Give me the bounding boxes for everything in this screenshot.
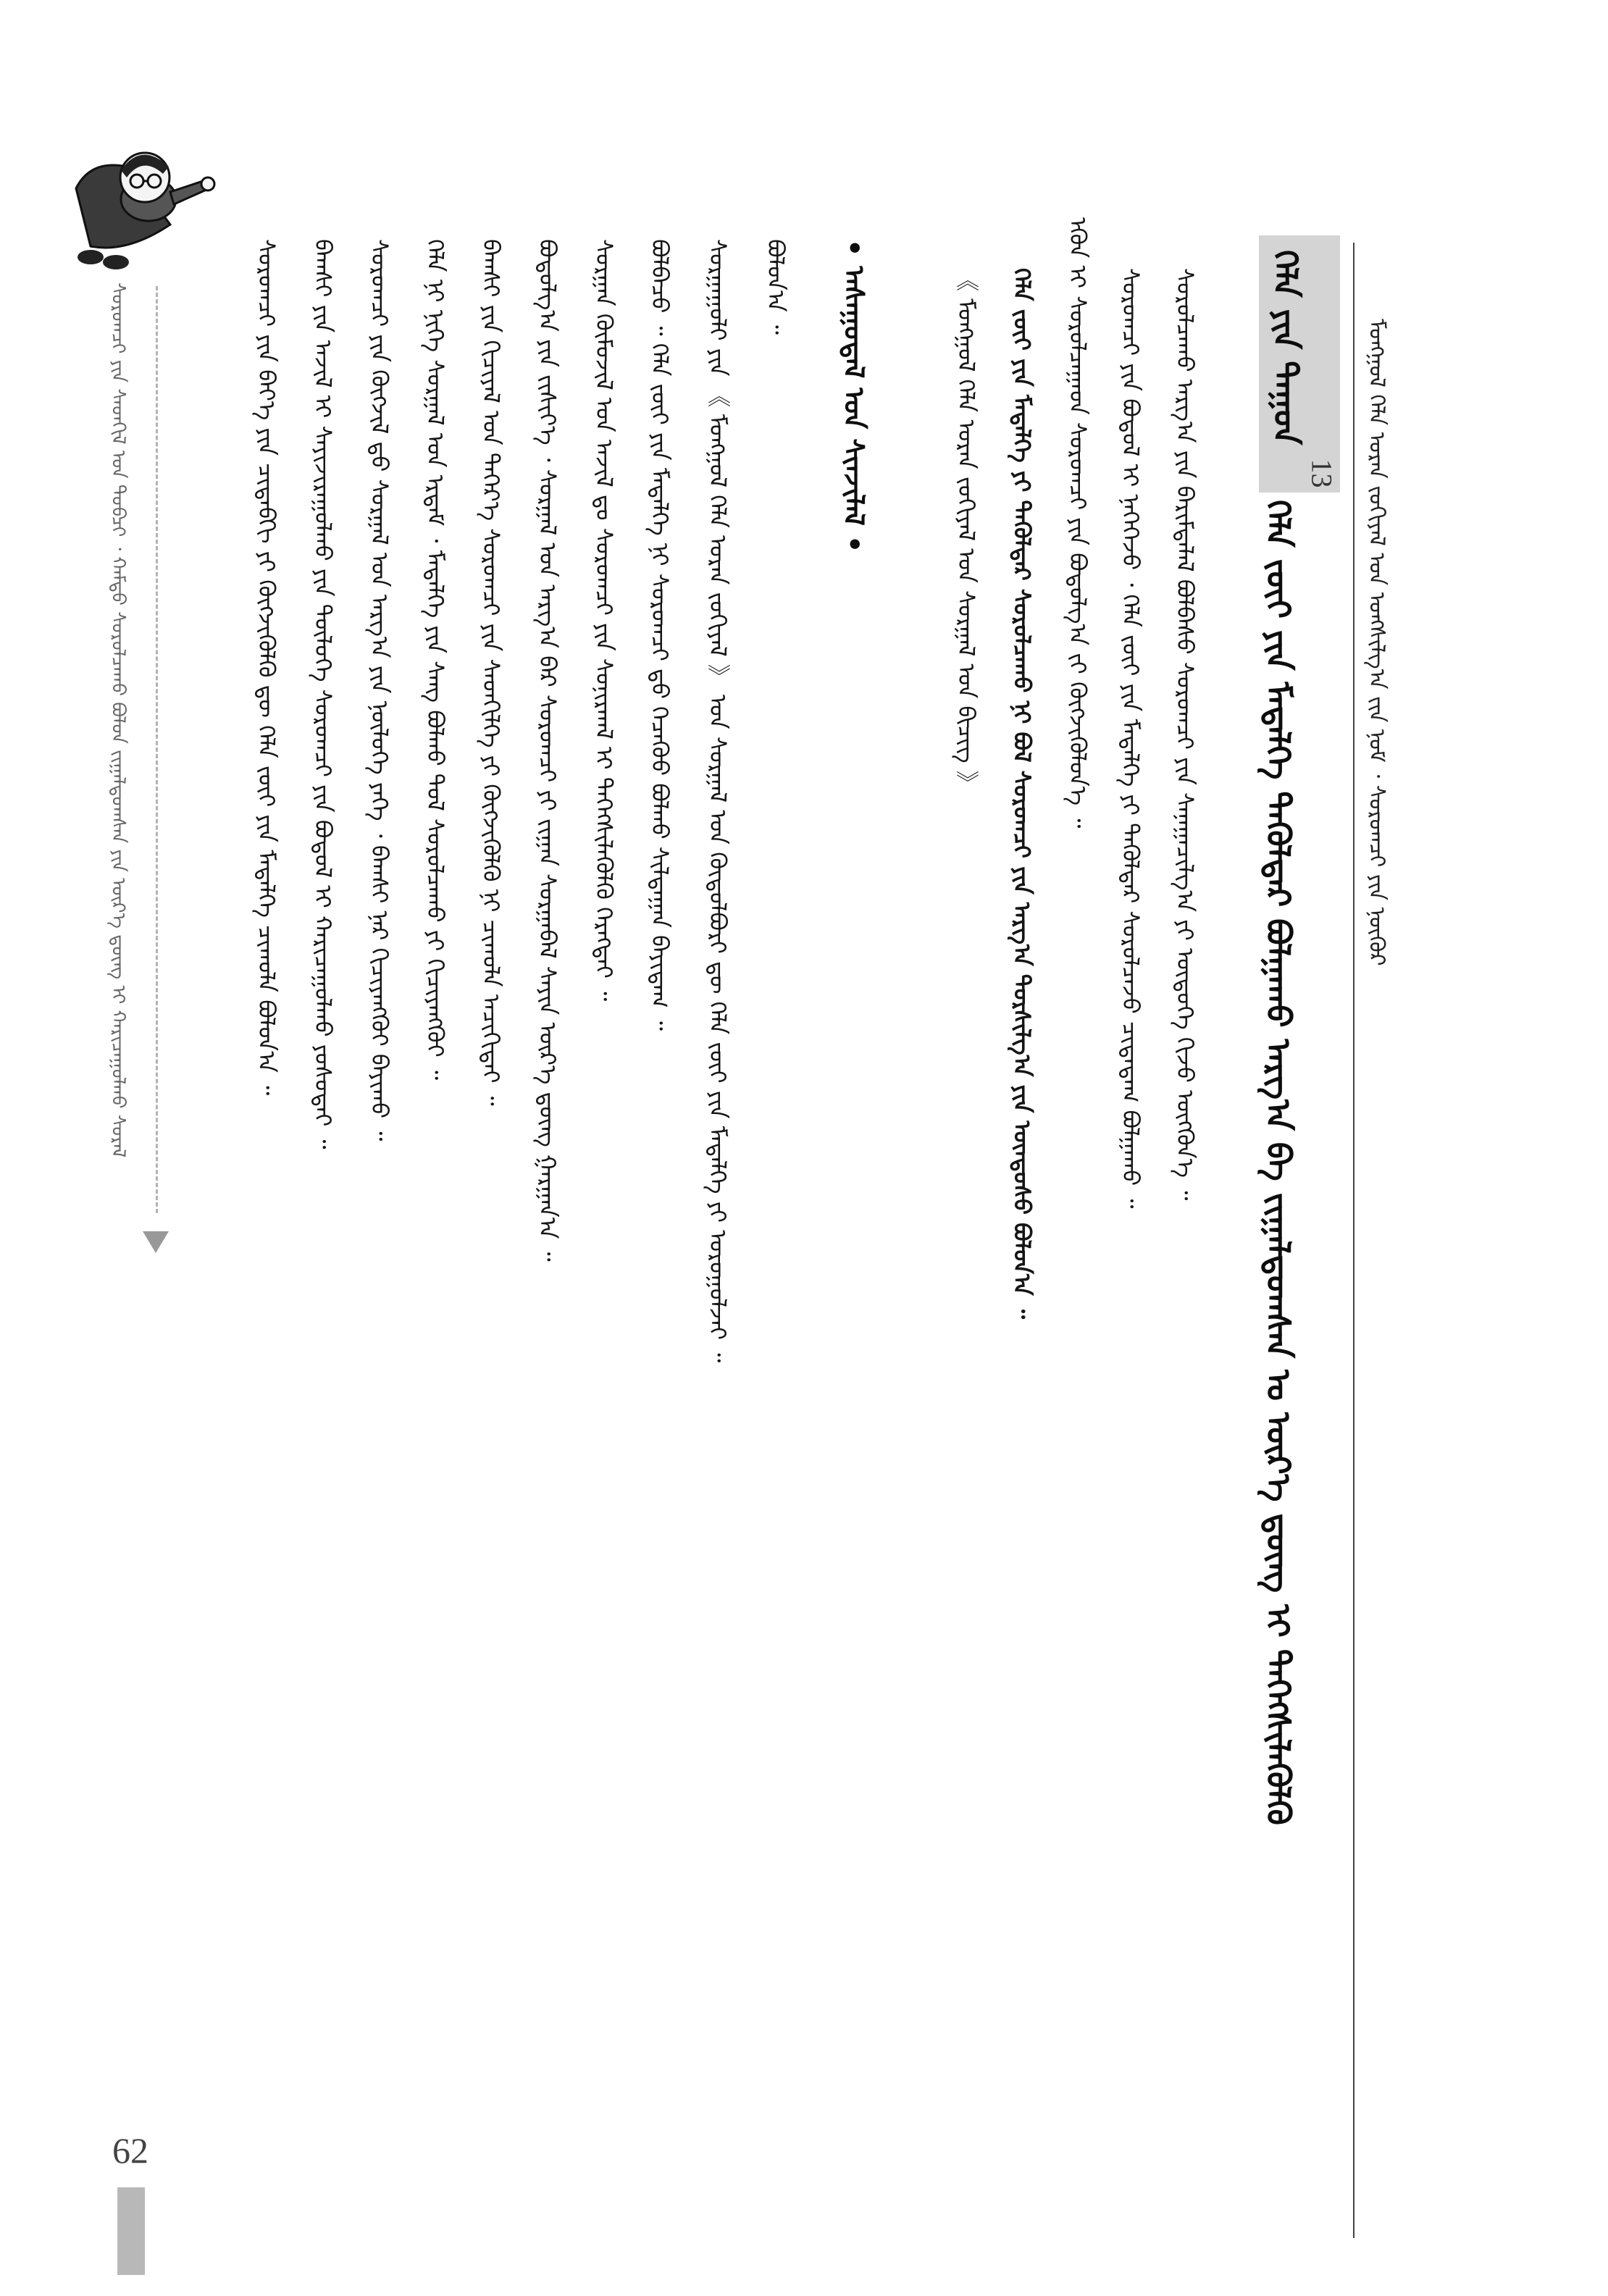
intro-line-2: ᠰᠤᠷᠤᠭᠴᠢ ᠶᠢᠨ ᠪᠣᠳᠣᠯ ᠢ ᠨᠡᠭᠡᠭᠡᠵᠦ ᠂ ᠬᠡᠯᠡ ᠵᠦᠢ ᠶᠢᠨ ᠮᠡᠳᠡᠯᠭᠡ ᠶᠢ ᠲᠡᠭᠦᠯᠳᠡᠷ ᠰᠤᠷᠤᠯᠴᠠᠵᠤ ᠴᠢᠳᠠᠳᠠᠭ ᠪᠣᠯᠭᠠᠬᠤ ᠃ (1117, 268, 1144, 1209)
header-rule (1353, 243, 1354, 2238)
body-line-5: ᠪᠣᠳᠣᠯᠭ᠎ᠠ ᠶᠢᠨ ᠵᠢᠱᠢᠶ᠎ᠡ ᠂ ᠰᠤᠷᠭᠠᠯ ᠤᠨ ᠠᠷᠭ᠎ᠠ ᠪᠠᠷ ᠰᠤᠷᠤᠭᠴᠢ ᠶᠢ ᠵᠢᠭᠠᠨ ᠰᠤᠷᠭᠠᠪᠠᠯ ᠰᠠᠶᠢᠨ ᠦᠷ᠎ᠡ ᠳ᠋ᠦᠩ ᠭᠠᠷᠭᠠᠨ᠎ᠠ ᠃ (534, 239, 561, 1262)
running-head: ᠮᠣᠩᠭᠣᠯ ᠬᠡᠯᠡ ᠤᠷᠠᠨ ᠵᠣᠬᠢᠶᠠᠯ ᠤᠨ ᠤᠩᠰᠢᠯᠭ᠎ᠠ ᠵᠢᠨ ᠨᠣᠮ ᠂ ᠰᠤᠷᠤᠭᠴᠢ ᠶᠢᠨ ᠨᠥᠬᠥᠷ (1364, 319, 1389, 966)
body-line-8: ᠰᠤᠷᠤᠭᠴᠢ ᠶᠢᠨ ᠬᠥᠭᠵᠢᠯ ᠳ᠋ᠦ ᠰᠤᠷᠭᠠᠯ ᠤᠨ ᠠᠷᠭ᠎ᠠ ᠶᠢᠨ ᠨᠥᠯᠥᠭᠡ ᠶᠡᠬᠡ ᠂ ᠪᠠᠭᠰᠢ ᠨᠠᠷ ᠬᠢᠴᠢᠶᠡᠩᠭᠦᠢ ᠪᠠᠶᠢᠬᠤ ᠃ (366, 239, 393, 1141)
page-side-tab (117, 2187, 145, 2275)
body-line-4: ᠰᠤᠷᠭᠠᠨ ᠬᠦᠮᠦᠵᠢᠯ ᠤᠨ ᠠᠵᠢᠯ ᠳᠤ ᠰᠤᠷᠤᠭᠴᠢ ᠶᠢᠨ ᠰᠣᠨᠢᠷᠬᠠᠯ ᠢ ᠳᠡᠭᠡᠭᠰᠢᠯᠡᠭᠦᠯᠬᠦ ᠬᠡᠷᠡᠭᠲᠡᠢ ᠃ (590, 239, 618, 1002)
subheading: • ᠠᠰᠠᠭᠤᠳᠠᠯ ᠤᠨ ᠰᠢᠨᠵᠢᠯᠡᠯ • (838, 239, 870, 553)
page-number: 62 (112, 2130, 148, 2171)
intro-line-3: ᠡᠭᠦᠨ ᠢ ᠰᠤᠷᠤᠯᠴᠠᠭᠠᠳ ᠰᠤᠷᠤᠭᠴᠢ ᠶᠢᠨ ᠪᠣᠳᠣᠯᠭ᠎ᠠ ᠵᠢ ᠬᠥᠭᠵᠢᠭᠦᠯᠦᠨ᠎ᠡ ᠃ (1064, 217, 1092, 829)
body-line-10: ᠰᠤᠷᠤᠭᠴᠢ ᠶᠢᠨ ᠪᠡᠶ᠎ᠡ ᠶᠢᠨ ᠴᠢᠳᠠᠪᠬᠢ ᠶᠢ ᠬᠥᠭᠵᠢᠭᠦᠯᠬᠦ ᠳᠦ ᠬᠡᠯᠡ ᠵᠦᠢ ᠶᠢᠨ ᠮᠡᠳᠡᠯᠭᠡ ᠴᠢᠬᠤᠯᠠ ᠪᠣᠯᠤᠨ᠎ᠠ ᠃ (253, 239, 280, 1096)
section-heading: ᠬᠡᠯᠡ ᠵᠦᠢ ᠶᠢᠨ ᠮᠡᠳᠡᠯᠭᠡ ᠲᠡᠭᠦᠯᠳᠡᠷ ᠪᠣᠯᠭᠠᠬᠤ ᠠᠷᠭ᠎ᠠ ᠪᠠ ᠵᠢᠭᠠᠯᠳᠤᠭᠰᠠᠨ ᠤ ᠦᠷ᠎ᠡ ᠳ᠋ᠦᠩ ᠢ ᠳᠡᠭᠡᠭᠰᠢᠯᠡᠭᠦᠯᠬᠦ (1259, 500, 1298, 1825)
body-line-2: ᠰᠤᠷᠭᠠᠭᠤᠯᠢ ᠶᠢᠨ 《 ᠮᠣᠩᠭᠣᠯ ᠬᠡᠯᠡ ᠤᠷᠠᠨ ᠵᠣᠬᠢᠶᠠᠯ 》 ᠤᠨ ᠰᠤᠷᠭᠠᠯ ᠤᠨ ᠬᠥᠲᠥᠯᠪᠦᠷᠢ ᠳᠦ ᠬᠡᠯᠡ ᠵᠦᠢ ᠶᠢᠨ ᠮᠡᠳᠡᠯᠭᠡ ᠶᠢ ᠣᠷᠣᠭᠤᠯᠵᠠᠢ ᠃ (704, 239, 732, 1363)
section-banner-title: ᠬᠡᠯᠡ ᠶᠢᠨ ᠳᠠᠭᠤᠨ (1266, 250, 1305, 445)
body-line-7: ᠬᠡᠯᠡ ᠨᠢ ᠨᠢᠭᠡ ᠰᠤᠷᠭᠠᠯ ᠤᠨ ᠡᠷᠲᠡᠮ ᠂ ᠮᠡᠳᠡᠯᠭᠡ ᠶᠢᠨ ᠰᠠᠩ ᠪᠣᠯᠬᠤ ᠲᠤᠯ ᠰᠤᠷᠤᠯᠴᠠᠬᠤ ᠶᠢ ᠬᠢᠴᠢᠶᠡᠩᠭᠦᠢ ᠃ (422, 239, 449, 1080)
side-arrow-icon (143, 1231, 169, 1253)
body-line-1: ᠪᠣᠯᠤᠨ᠎ᠠ ᠃ (762, 239, 790, 335)
side-dashed-line (156, 286, 158, 1213)
mascot-illustration (62, 138, 221, 275)
intro-line-1: ᠰᠤᠷᠤᠯᠴᠠᠬᠤ ᠠᠷᠭ᠎ᠠ ᠶᠢᠨ ᠪᠠᠷᠢᠮᠲᠠᠯᠠᠯ ᠪᠣᠯᠪᠠᠰᠤ ᠰᠤᠷᠤᠭᠴᠢ ᠶᠢᠨ ᠰᠠᠨᠠᠭᠠᠴᠢᠯᠭ᠎ᠠ ᠶᠢ ᠦᠳᠦᠭᠡ ᠬᠢᠵᠦ ᠥᠭᠭᠦᠨ᠎ᠡ ᠃ (1171, 268, 1199, 1201)
section-number: 13 (1305, 458, 1339, 488)
body-line-9: ᠪᠠᠭᠰᠢ ᠶᠢᠨ ᠠᠵᠢᠯ ᠢ ᠰᠠᠶᠢᠵᠢᠷᠠᠭᠤᠯᠬᠤ ᠶᠢᠨ ᠲᠥᠯᠥᠭᠡ ᠰᠤᠷᠤᠭᠴᠢ ᠶᠢᠨ ᠪᠣᠳᠣᠯ ᠢ ᠬᠠᠷᠢᠴᠠᠭᠤᠯᠬᠤ ᠶᠣᠰᠣᠲᠠᠢ ᠃ (309, 239, 337, 1149)
intro-line-5: 《 ᠮᠣᠩᠭᠣᠯ ᠬᠡᠯᠡ ᠤᠷᠠᠨ ᠵᠣᠬᠢᠶᠠᠯ ᠤᠨ ᠰᠤᠷᠭᠠᠯ ᠤᠨ ᠪᠢᠴᠢᠭ 》 (952, 268, 980, 794)
intro-line-4: ᠬᠡᠯᠡ ᠵᠦᠢ ᠶᠢᠨ ᠮᠡᠳᠡᠯᠭᠡ ᠶᠢ ᠲᠡᠭᠦᠯᠳᠡᠷ ᠰᠤᠷᠤᠯᠴᠠᠬᠤ ᠨᠢ ᠪᠣᠯ ᠰᠤᠷᠤᠭᠴᠢ ᠶᠢᠨ ᠠᠷᠭ᠎ᠠ ᠲᠤᠷᠰᠢᠯᠭ᠎ᠠ ᠶᠢᠨ ᠦᠨᠳᠦᠰᠦ ᠪᠣᠯᠤᠨ᠎ᠠ ᠃ (1008, 268, 1036, 1319)
section-banner (1259, 235, 1340, 493)
body-line-6: ᠪᠠᠭᠰᠢ ᠶᠢᠨ ᠬᠢᠴᠢᠶᠡᠯ ᠤᠨ ᠳᠡᠭᠡᠷ᠎ᠡ ᠰᠤᠷᠤᠭᠴᠢ ᠶᠢᠨ ᠰᠡᠳᠬᠢᠯᠭᠡ ᠶᠢ ᠬᠥᠭᠵᠢᠭᠦᠯᠬᠦ ᠨᠢ ᠴᠢᠬᠤᠯᠠ ᠠᠴᠢᠬᠢᠲᠠᠢ ᠃ (477, 239, 505, 1106)
side-caption: ᠰᠤᠷᠤᠭᠴᠢ ᠶᠢᠨ ᠰᠡᠳᠬᠢᠯ ᠤᠨ ᠲᠣᠪᠴᠢ ᠂ ᠬᠠᠮᠲᠤ ᠰᠤᠷᠤᠯᠴᠠᠬᠤ ᠪᠣᠯᠣᠨ ᠵᠢᠭᠠᠯᠳᠤᠭᠰᠠᠨ ᠶᠢᠨ ᠦᠷ᠎ᠡ ᠳ᠋ᠦᠩ ᠢ ᠬᠠᠷᠢᠴᠠᠭᠤᠯᠬᠤ ᠰᠤᠷᠠᠯ (107, 282, 129, 1158)
body-line-3: ᠪᠣᠯᠪᠠᠴᠤ ᠃ ᠬᠡᠯᠡ ᠵᠦᠢ ᠶᠢᠨ ᠮᠡᠳᠡᠯᠭᠡ ᠨᠢ ᠰᠤᠷᠤᠭᠴᠢ ᠳ᠋ᠤ ᠬᠡᠴᠡᠭᠦᠦ ᠪᠣᠯᠬᠤ ᠰᠢᠯᠲᠠᠭᠠᠨ ᠪᠠᠶᠢᠳᠠᠭ ᠃ (646, 239, 674, 1031)
